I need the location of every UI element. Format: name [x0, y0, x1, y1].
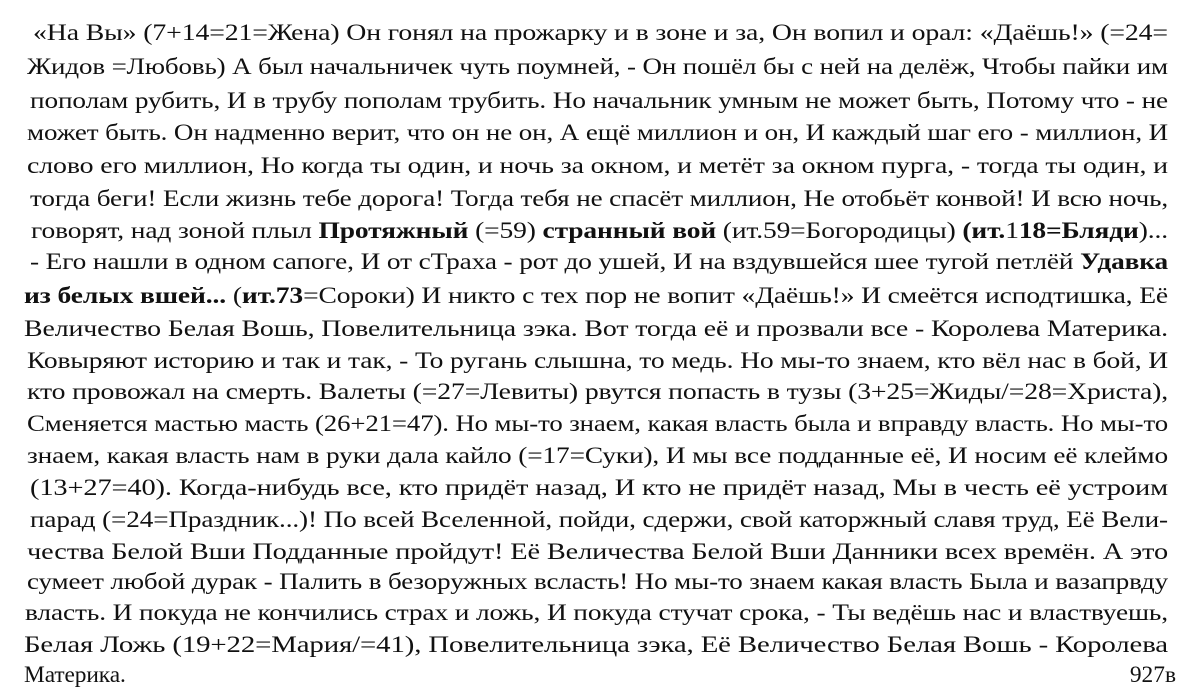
text-line: [24, 282, 1168, 310]
text-segment: - Его нашли в одном сапоге, И от сТраха - рот до ушей, И на вздувшейся шее тугой петлёй: [30, 249, 1081, 275]
text-segment: парад (=24=Праздник...)! По всей Вселенной, пойди, сдержи, свой каторжный славя труд, Её Вели-: [30, 507, 1168, 533]
text-segment: Жидов =Любовь) А был начальничек чуть поумней, - Он пошёл бы с ней на делёж, Чтобы пайки им: [27, 54, 1168, 80]
bold-text-segment: странный вой: [542, 218, 717, 244]
text-line: [24, 315, 1168, 343]
text-line: [27, 347, 1168, 375]
text-segment: Ковыряют историю и так и так, - То ругань слышна, то медь. Но мы-то знаем, кто вёл нас в бой, И: [27, 348, 1169, 374]
text-line: [27, 378, 1168, 406]
bold-text-segment: ит.73: [241, 283, 304, 309]
text-line: [25, 599, 1168, 627]
bold-text-segment: Удавка: [1080, 249, 1169, 275]
text-line: [27, 53, 1168, 81]
text-segment: может быть. Он надменно верит, что он не он, А ещё миллион и он, И каждый шаг его - миллион, И: [27, 120, 1169, 146]
text-segment: Величество Белая Вошь, Повелительница зэка. Вот тогда её и прозвали все - Королева Материка.: [24, 316, 1168, 342]
text-segment: власть. И покуда не кончились страх и ложь, И покуда стучат срока, - Ты ведёшь нас и властвуешь,: [25, 600, 1169, 626]
text-segment: кто провожал на смерть. Валеты (=27=Левиты) рвутся попасть в тузы (3+25=Жиды/=28=Христа),: [27, 379, 1169, 405]
text-line: [30, 248, 1168, 276]
text-line: [27, 442, 1168, 470]
text-line: [30, 506, 1168, 534]
text-segment: пополам рубить, И в трубу пополам трубить. Но начальник умным не может быть, Потому что - не: [30, 88, 1169, 114]
text-line: [30, 87, 1168, 115]
text-segment: тогда беги! Если жизнь тебе дорога! Тогда тебя не спасёт миллион, Не отобьёт конвой! И всю ночь,: [30, 186, 1169, 212]
text-line: [33, 19, 1168, 47]
text-segment: Белая Ложь (19+22=Мария/=41), Повелительница зэка, Её Величество Белая Вошь - Королева: [24, 632, 1168, 658]
text-segment: (13+27=40). Когда-нибудь все, кто придёт назад, И кто не придёт назад, Мы в честь её устроим: [30, 475, 1168, 501]
page-number: 927в: [1129, 662, 1176, 688]
text-line: [27, 119, 1168, 147]
text-segment: (ит.59=Богородицы): [716, 218, 963, 244]
text-line: [31, 217, 1168, 245]
bold-text-segment: 18=Бляди: [1018, 218, 1139, 244]
text-segment: )...: [1138, 218, 1169, 244]
text-segment: сумеет любой дурак - Палить в безоружных всласть! Но мы-то знаем какая власть Была и вазапрвду: [27, 569, 1169, 595]
text-segment: «На Вы» (7+14=21=Жена) Он гонял на прожарку и в зоне и за, Он вопил и орал: «Даёшь!» (=24=: [33, 20, 1168, 46]
text-segment: Материка.: [24, 662, 126, 688]
text-line: [27, 410, 1168, 438]
text-segment: =Сороки) И никто с тех пор не вопит «Даёшь!» И смеётся исподтишка, Её: [303, 283, 1169, 309]
text-segment: (: [226, 283, 242, 309]
text-line: [30, 474, 1168, 502]
text-segment: слово его миллион, Но когда ты один, и ночь за окном, и метёт за окном пурга, - тогда ты один, и: [27, 153, 1168, 179]
text-segment: Сменяется мастью масть (26+21=47). Но мы-то знаем, какая власть была и вправду власть. Но мы-то: [27, 411, 1169, 437]
text-segment: (=59): [468, 218, 543, 244]
text-line: [27, 568, 1168, 596]
text-line: [24, 631, 1168, 659]
bold-text-segment: (ит.: [962, 218, 1006, 244]
text-segment: говорят, над зоной плыл: [31, 218, 319, 244]
text-line: [27, 538, 1168, 566]
text-segment: 1: [1005, 218, 1019, 244]
text-segment: знаем, какая власть нам в руки дала кайло (=17=Суки), И мы все подданные её, И носим её клеймо: [27, 443, 1168, 469]
text-line: [27, 152, 1168, 180]
text-line: [30, 185, 1168, 213]
text-line: [24, 661, 126, 689]
text-segment: чества Белой Вши Подданные пройдут! Её Величества Белой Вши Данники всех времён. А это: [27, 539, 1168, 565]
bold-text-segment: из белых вшей...: [24, 283, 227, 309]
bold-text-segment: Протяжный: [318, 218, 469, 244]
